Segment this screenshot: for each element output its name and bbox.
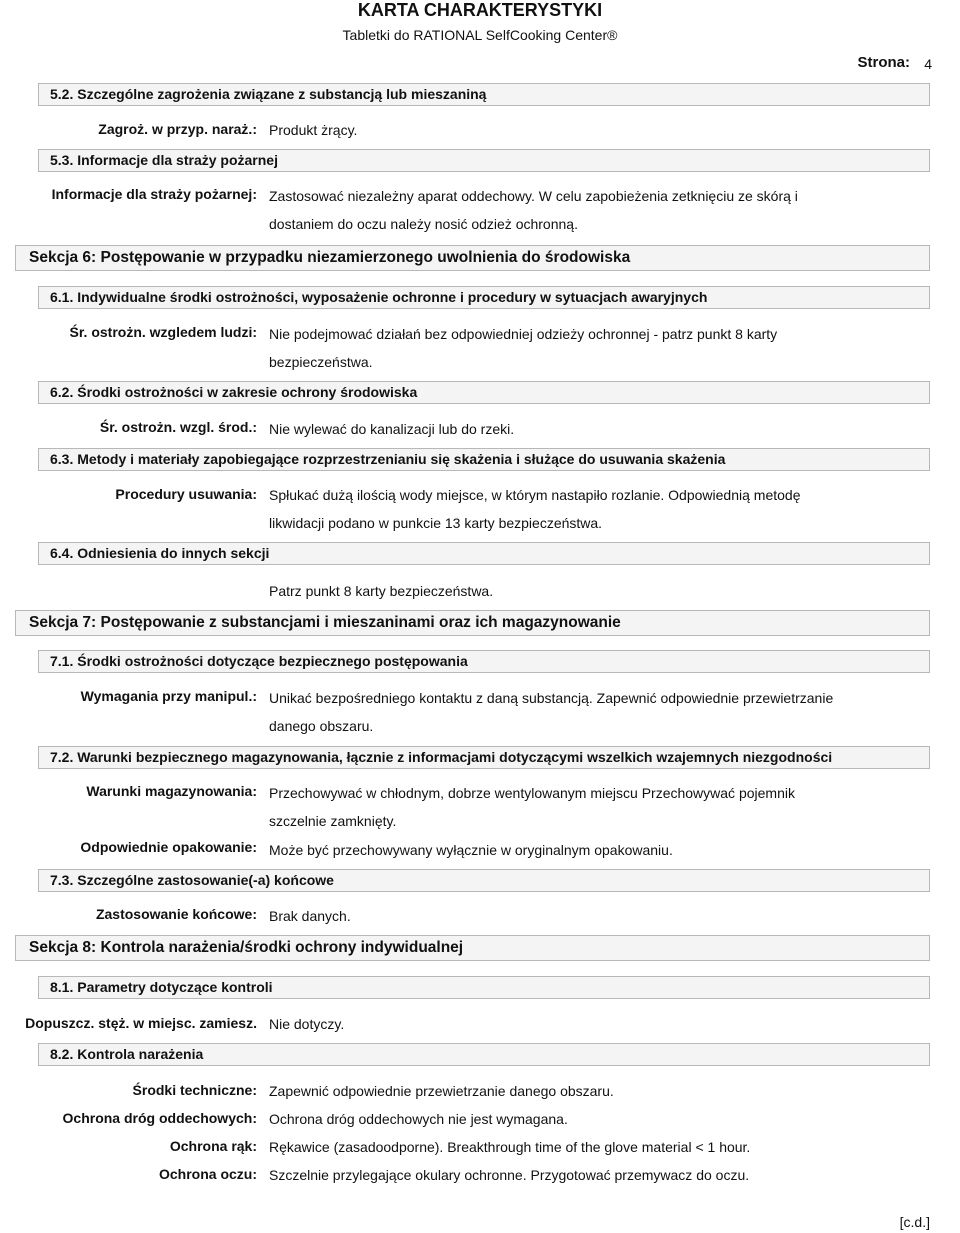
document-title: KARTA CHARAKTERYSTYKI — [357, 0, 603, 20]
subsection-6-2-heading: 6.2. Środki ostrożności w zakresie ochrony środowiska — [38, 381, 930, 404]
section-8-heading: Sekcja 8: Kontrola narażenia/środki ochrony indywidualnej — [15, 935, 930, 961]
end-use-value: Brak danych. — [269, 908, 351, 924]
handling-requirements-label: Wymagania przy manipul.: — [80, 688, 257, 704]
hand-protection-label: Ochrona rąk: — [169, 1138, 257, 1154]
suitable-packaging-label: Odpowiednie opakowanie: — [80, 839, 257, 855]
firefighter-info-label: Informacje dla straży pożarnej: — [51, 186, 257, 202]
engineering-controls-label: Środki techniczne: — [132, 1082, 257, 1098]
cleanup-procedures-line2: likwidacji podano w punkcie 13 karty bezpieczeństwa. — [269, 515, 603, 531]
section-7-heading: Sekcja 7: Postępowanie z substancjami i mieszaninami oraz ich magazynowanie — [15, 610, 930, 636]
section-6-heading: Sekcja 6: Postępowanie w przypadku niezamierzonego uwolnienia do środowiska — [15, 245, 930, 271]
other-sections-reference: Patrz punkt 8 karty bezpieczeństwa. — [269, 583, 494, 599]
page-label: Strona: — [857, 54, 910, 71]
hazard-value: Produkt żrący. — [269, 122, 358, 138]
subsection-6-4-heading: 6.4. Odniesienia do innych sekcji — [38, 542, 930, 565]
subsection-5-3-heading: 5.3. Informacje dla straży pożarnej — [38, 149, 930, 172]
storage-conditions-line2: szczelnie zamknięty. — [269, 813, 397, 829]
hazard-label: Zagroż. w przyp. naraż.: — [98, 121, 257, 137]
subsection-6-3-heading: 6.3. Metody i materiały zapobiegające rozprzestrzenianiu się skażenia i służące do usuwania skażenia — [38, 448, 930, 471]
environmental-precautions-value: Nie wylewać do kanalizacji lub do rzeki. — [269, 421, 515, 437]
product-name: Tabletki do RATIONAL SelfCooking Center® — [342, 27, 618, 43]
subsection-6-1-heading: 6.1. Indywidualne środki ostrożności, wyposażenie ochronne i procedury w sytuacjach awaryjnych — [38, 286, 930, 309]
suitable-packaging-value: Może być przechowywany wyłącznie w oryginalnym opakowaniu. — [269, 842, 673, 858]
subsection-7-2-heading: 7.2. Warunki bezpiecznego magazynowania, łącznie z informacjami dotyczącymi wszelkich wzajemnych niezgodności — [38, 746, 930, 769]
firefighter-info-line1: Zastosować niezależny aparat oddechowy. W celu zapobieżenia zetknięciu ze skórą i — [269, 188, 798, 204]
continued-marker: [c.d.] — [899, 1214, 930, 1230]
subsection-8-2-heading: 8.2. Kontrola narażenia — [38, 1043, 930, 1066]
end-use-label: Zastosowanie końcowe: — [95, 906, 257, 922]
exposure-limits-label: Dopuszcz. stęż. w miejsc. zamiesz. — [25, 1015, 257, 1031]
handling-requirements-line2: danego obszaru. — [269, 718, 374, 734]
personal-precautions-label: Śr. ostrożn. wzgledem ludzi: — [69, 324, 257, 340]
firefighter-info-line2: dostaniem do oczu należy nosić odzież ochronną. — [269, 216, 578, 232]
storage-conditions-line1: Przechowywać w chłodnym, dobrze wentylowanym miejscu Przechowywać pojemnik — [269, 785, 795, 801]
handling-requirements-line1: Unikać bezpośredniego kontaktu z daną substancją. Zapewnić odpowiednie przewietrzanie — [269, 690, 834, 706]
eye-protection-label: Ochrona oczu: — [158, 1166, 257, 1182]
engineering-controls-value: Zapewnić odpowiednie przewietrzanie danego obszaru. — [269, 1083, 614, 1099]
respiratory-protection-value: Ochrona dróg oddechowych nie jest wymagana. — [269, 1111, 568, 1127]
exposure-limits-value: Nie dotyczy. — [269, 1016, 345, 1032]
page-number: 4 — [924, 56, 932, 72]
cleanup-procedures-label: Procedury usuwania: — [115, 486, 257, 502]
eye-protection-value: Szczelnie przylegające okulary ochronne. Przygotować przemywacz do oczu. — [269, 1167, 750, 1183]
personal-precautions-line1: Nie podejmować działań bez odpowiedniej odzieży ochronnej - patrz punkt 8 karty — [269, 326, 778, 342]
subsection-7-3-heading: 7.3. Szczególne zastosowanie(-a) końcowe — [38, 869, 930, 892]
storage-conditions-label: Warunki magazynowania: — [86, 783, 257, 799]
hand-protection-value: Rękawice (zasadoodporne). Breakthrough time of the glove material < 1 hour. — [269, 1139, 751, 1155]
subsection-5-2-heading: 5.2. Szczególne zagrożenia związane z substancją lub mieszaniną — [38, 83, 930, 106]
subsection-8-1-heading: 8.1. Parametry dotyczące kontroli — [38, 976, 930, 999]
respiratory-protection-label: Ochrona dróg oddechowych: — [62, 1110, 257, 1126]
subsection-7-1-heading: 7.1. Środki ostrożności dotyczące bezpiecznego postępowania — [38, 650, 930, 673]
cleanup-procedures-line1: Spłukać dużą ilością wody miejsce, w którym nastapiło rozlanie. Odpowiednią metodę — [269, 487, 801, 503]
personal-precautions-line2: bezpieczeństwa. — [269, 354, 373, 370]
environmental-precautions-label: Śr. ostrożn. wzgl. środ.: — [99, 419, 257, 435]
